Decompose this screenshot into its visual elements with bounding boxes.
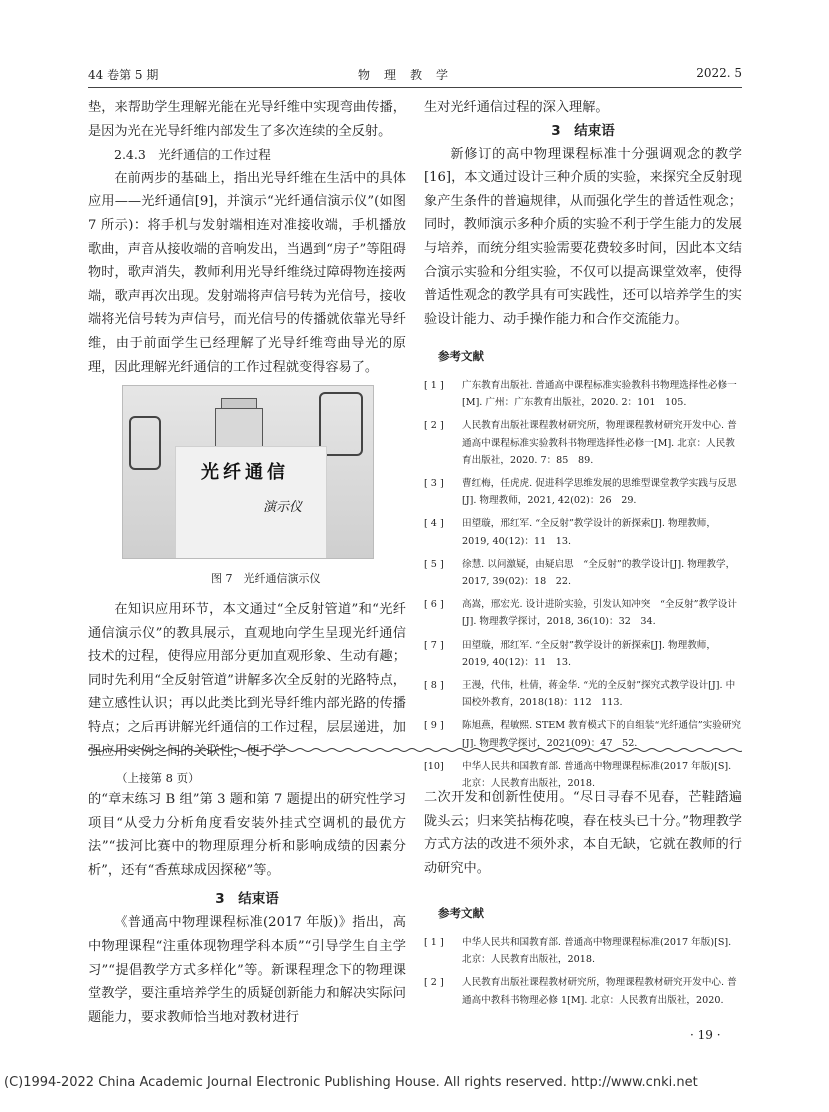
reference-item bbox=[424, 974, 742, 1008]
reference-number: [ 4 ] bbox=[424, 518, 444, 530]
paragraph: 垫，来帮助学生理解光能在光导纤维中实现弯曲传播，是因为光在光导纤维内部发生了多次连续的全反射。 bbox=[88, 100, 406, 139]
references-list bbox=[424, 934, 742, 1009]
reference-text: 高嵩，邢宏光. 设计进阶实验，引发认知冲突 “全反射”教学设计[J]. 物理教学探讨，2018, 36(10)：32 34. bbox=[462, 599, 737, 628]
bottom-right-column bbox=[424, 786, 742, 1015]
running-header bbox=[88, 66, 742, 82]
figure-7-photo bbox=[122, 385, 374, 559]
reference-number: [ 6 ] bbox=[424, 599, 444, 611]
paragraph: 生对光纤通信过程的深入理解。 bbox=[424, 100, 609, 115]
paragraph: 新修订的高中物理课程标准十分强调观念的教学[16]，本文通过设计三种介质的实验，来探究全反射现象产生条件的普遍规律，从而强化学生的普适性观念；同时，教师演示多种介质的实验不利于学生能力的发展与培养，而统分组实验需要花费较多时间，因此本文结合演示实验和分组实验，不仅可以提高课堂效率，使得普适性观念的教学具有可实践性，还可以培养学生的实验设计能力、动手操作能力和合作交流能力。 bbox=[424, 146, 742, 327]
paragraph: 在前两步的基础上，指出光导纤维在生活中的具体应用——光纤通信[9]，并演示“光纤通信演示仪”(如图 7 所示)：将手机与发射端相连对准接收端，手机播放歌曲，声音从接收端的音响发出，当遇到“房子”等阻碍物时，歌声消失，教师利用光导纤维绕过障碍物连接两端，歌声再次出现。发射端将声信号转为光信号，接收端将光信号转为声信号，而光信号的传播就依靠光导纤维，由于前面学生已经理解了光导纤维弯曲导光的原理，因此理解光纤通信的工作过程就变得容易了。 bbox=[88, 170, 406, 375]
reference-item bbox=[424, 475, 742, 509]
section-heading: 3 结束语 bbox=[215, 891, 279, 908]
top-left-column-continued bbox=[88, 598, 406, 763]
header-rule bbox=[88, 87, 742, 88]
paragraph: 二次开发和创新性使用。“尽日寻春不见春，芒鞋踏遍陇头云；归来笑拈梅花嗅，春在枝头已十分。”物理教学方式方法的改进不须外求，本自无缺，它就在教师的行动研究中。 bbox=[424, 790, 742, 876]
reference-item bbox=[424, 677, 742, 711]
reference-number: [ 3 ] bbox=[424, 477, 444, 489]
top-right-column bbox=[424, 96, 742, 798]
reference-number: [ 2 ] bbox=[424, 977, 444, 989]
reference-text: 曹红梅，任虎虎. 促进科学思维发展的思维型课堂教学实践与反思[J]. 物理教师，2021, 42(02)：26 29. bbox=[462, 477, 737, 507]
references-list bbox=[424, 377, 742, 792]
volume-issue: 44 卷第 5 期 bbox=[88, 68, 159, 82]
section-divider bbox=[88, 746, 742, 754]
reference-text: 王漫，代伟，杜倩，蒋金华. “光的全反射”探究式教学设计[J]. 中国校外教育，2018(18)：112 113. bbox=[462, 679, 736, 709]
bottom-left-column bbox=[88, 768, 406, 1029]
paragraph: 《普通高中物理课程标准(2017 年版)》指出，高中物理课程“注重体现物理学科本质”“引导学生自主学习”“提倡教学方式多样化”等。新课程理念下的物理课堂教学，要注重培养学生的质疑创新能力和解决实际问题能力，要求教师恰当地对教材进行 bbox=[88, 915, 406, 1025]
reference-item bbox=[424, 556, 742, 590]
top-left-column bbox=[88, 96, 406, 379]
reference-item bbox=[424, 934, 742, 968]
cable bbox=[129, 416, 161, 470]
box-label: 光纤通信 bbox=[201, 462, 289, 483]
page-number: · 19 · bbox=[690, 1028, 721, 1042]
references-heading: 参考文献 bbox=[438, 906, 484, 921]
reference-text: 广东教育出版社. 普通高中课程标准实验教科书物理选择性必修一[M]. 广州：广东教育出版社，2020. 2：101 105. bbox=[462, 379, 737, 409]
reference-number: [ 7 ] bbox=[424, 639, 444, 651]
reference-number: [ 8 ] bbox=[424, 679, 444, 691]
reference-text: 中华人民共和国教育部. 普通高中物理课程标准(2017 年版)[S]. 北京：人民教育出版社，2018. bbox=[462, 936, 732, 966]
house-model bbox=[215, 408, 263, 448]
reference-item bbox=[424, 637, 742, 671]
reference-number: [ 1 ] bbox=[424, 379, 444, 391]
journal-title: 物 理 教 学 bbox=[358, 68, 450, 82]
reference-number: [ 5 ] bbox=[424, 558, 444, 570]
reference-text: 田望璇，邢红军. “全反射”教学设计的新探索[J]. 物理教师，2019, 40(12)：11 13. bbox=[462, 518, 716, 547]
reference-text: 徐慧. 以问激疑，由疑启思 “全反射”的教学设计[J]. 物理教学，2017, 39(02)：18 22. bbox=[462, 558, 736, 587]
paragraph: 在知识应用环节，本文通过“全反射管道”和“光纤通信演示仪”的教具展示，直观地向学生呈现光纤通信技术的过程，使得应用部分更加直观形象、生动有趣；同时先利用“全反射管道”讲解多次全反射的光路特点，建立感性认识；再以此类比到光导纤维内部光路的传播特点；之后再讲解光纤通信的工作过程，层层递进，加强应用实例之间的关联性，便于学 bbox=[88, 602, 406, 759]
issue-date: 2022. 5 bbox=[696, 66, 742, 80]
reference-text: 陈旭燕，程敏熙. STEM 教育模式下的自组装“光纤通信”实验研究[J]. 物理教学探讨，2021(09)：47 52. bbox=[462, 720, 742, 749]
box-label: 演示仪 bbox=[263, 500, 303, 515]
paragraph: 的“章末练习 B 组”第 3 题和第 7 题提出的研究性学习项目“从受力分析角度看安装外挂式空调机的最优方法”“拔河比赛中的物理原理分析和影响成绩的因素分析”，还有“香蕉球成因探秘”等。 bbox=[88, 792, 406, 878]
reference-item bbox=[424, 596, 742, 630]
reference-item bbox=[424, 377, 742, 411]
copyright-footer: (C)1994-2022 China Academic Journal Electronic Publishing House. All rights reserved. http://www.cnki.net bbox=[4, 1075, 698, 1090]
reference-number: [ 9 ] bbox=[424, 720, 444, 732]
reference-number: [ 2 ] bbox=[424, 420, 444, 432]
references-heading: 参考文献 bbox=[438, 349, 484, 364]
reference-text: 人民教育出版社课程教材研究所，物理课程教材研究开发中心. 普通高中教科书物理必修 1[M]. 北京：人民教育出版社，2020. bbox=[462, 977, 737, 1006]
subsection-heading: 2.4.3 光纤通信的工作过程 bbox=[114, 147, 271, 163]
section-heading: 3 结束语 bbox=[551, 122, 615, 139]
reference-item bbox=[424, 515, 742, 549]
reference-item bbox=[424, 417, 742, 469]
reference-number: [ 1 ] bbox=[424, 936, 444, 948]
figure-caption: 图 7 光纤通信演示仪 bbox=[211, 572, 321, 585]
reference-text: 田望璇，邢红军. “全反射”教学设计的新探索[J]. 物理教师，2019, 40(12)：11 13. bbox=[462, 639, 716, 668]
reference-number: [10] bbox=[424, 760, 444, 772]
reference-text: 人民教育出版社课程教材研究所，物理课程教材研究开发中心. 普通高中课程标准实验教科书物理选择性必修一[M]. 北京：人民教育出版社，2020. 7：85 89. bbox=[462, 420, 737, 466]
reference-text: 中华人民共和国教育部. 普通高中物理课程标准(2017 年版)[S]. 北京：人民教育出版社，2018. bbox=[462, 760, 732, 789]
continuation-note: （上接第 8 页） bbox=[116, 771, 200, 785]
